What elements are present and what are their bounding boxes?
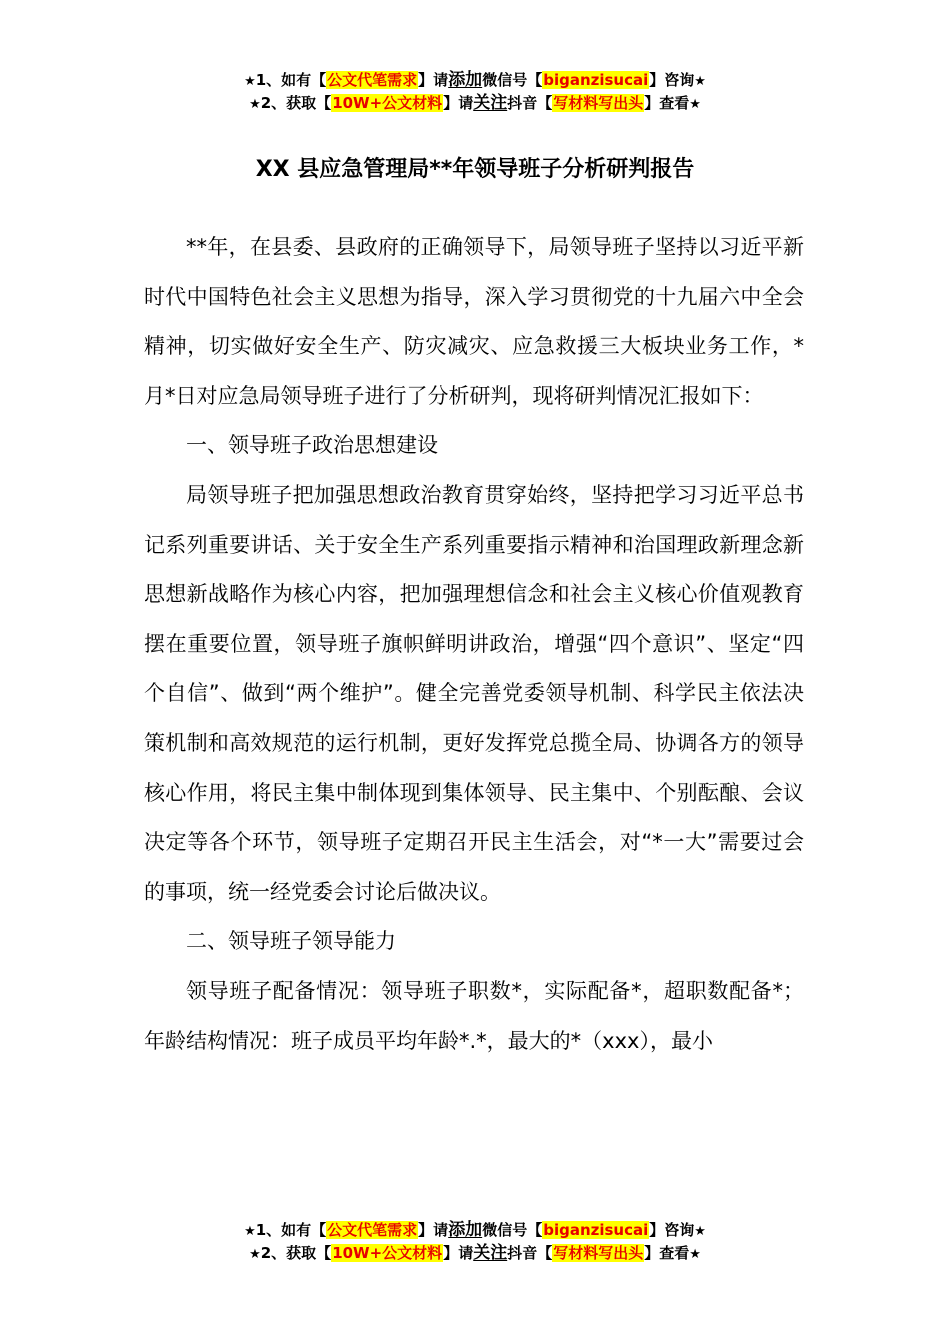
emphasis-add: 添加 bbox=[448, 70, 483, 90]
highlight-service: 公文代笔需求 bbox=[327, 71, 418, 89]
highlight-service: 公文代笔需求 bbox=[327, 1221, 418, 1239]
emphasis-follow: 关注 bbox=[473, 93, 508, 113]
document-body bbox=[144, 223, 804, 1066]
star-icon: ★ bbox=[694, 74, 706, 89]
document-title: XX 县应急管理局**年领导班子分析研判报告 bbox=[255, 157, 695, 182]
highlight-materials: 10W+公文材料 bbox=[332, 1244, 443, 1262]
emphasis-follow: 关注 bbox=[473, 1243, 508, 1263]
star-icon: ★ bbox=[249, 97, 261, 112]
paragraph-leadership-staffing: 领导班子配备情况：领导班子职数*，实际配备*，超职数配备*；年龄结构情况：班子成员平均年龄*.*，最大的*（xxx），最小 bbox=[144, 978, 804, 1053]
highlight-wechat-id: biganzisucai bbox=[543, 1221, 649, 1239]
star-icon: ★ bbox=[244, 1224, 256, 1239]
star-icon: ★ bbox=[689, 97, 701, 112]
paragraph-intro: **年，在县委、县政府的正确领导下，局领导班子坚持以习近平新时代中国特色社会主义思想为指导，深入学习贯彻党的十九届六中全会精神，切实做好安全生产、防灾减灾、应急救援三大板块业务工作，*月*日对应急局领导班子进行了分析研判，现将研判情况汇报如下： bbox=[144, 235, 804, 408]
header-banner bbox=[0, 69, 950, 115]
star-icon: ★ bbox=[689, 1247, 701, 1262]
section-heading-1: 一、领导班子政治思想建设 bbox=[186, 433, 438, 458]
banner-line-1: ★1、如有【公文代笔需求】请添加微信号【biganzisucai】咨询★ bbox=[244, 1220, 706, 1240]
highlight-wechat-id: biganzisucai bbox=[543, 71, 649, 89]
highlight-douyin-id: 写材料写出头 bbox=[553, 94, 644, 112]
star-icon: ★ bbox=[244, 74, 256, 89]
footer-banner bbox=[0, 1219, 950, 1265]
banner-line-2: ★2、获取【10W+公文材料】请关注抖音【写材料写出头】查看★ bbox=[249, 1243, 701, 1263]
banner-line-1: ★1、如有【公文代笔需求】请添加微信号【biganzisucai】咨询★ bbox=[244, 70, 706, 90]
emphasis-add: 添加 bbox=[448, 1220, 483, 1240]
section-heading-2: 二、领导班子领导能力 bbox=[186, 929, 396, 954]
star-icon: ★ bbox=[249, 1247, 261, 1262]
highlight-materials: 10W+公文材料 bbox=[332, 94, 443, 112]
paragraph-political-construction: 局领导班子把加强思想政治教育贯穿始终，坚持把学习习近平总书记系列重要讲话、关于安全生产系列重要指示精神和治国理政新理念新思想新战略作为核心内容，把加强理想信念和社会主义核心价值观教育摆在重要位置，领导班子旗帜鲜明讲政治，增强“四个意识”、坚定“四个自信”、做到“两个维护”。健全完善党委领导机制、科学民主依法决策机制和高效规范的运行机制，更好发挥党总揽全局、协调各方的领导核心作用，将民主集中制体现到集体领导、民主集中、个别酝酿、会议决定等各个环节，领导班子定期召开民主生活会，对“*一大”需要过会的事项，统一经党委会讨论后做决议。 bbox=[144, 482, 804, 904]
highlight-douyin-id: 写材料写出头 bbox=[553, 1244, 644, 1262]
star-icon: ★ bbox=[694, 1224, 706, 1239]
banner-line-2: ★2、获取【10W+公文材料】请关注抖音【写材料写出头】查看★ bbox=[249, 93, 701, 113]
